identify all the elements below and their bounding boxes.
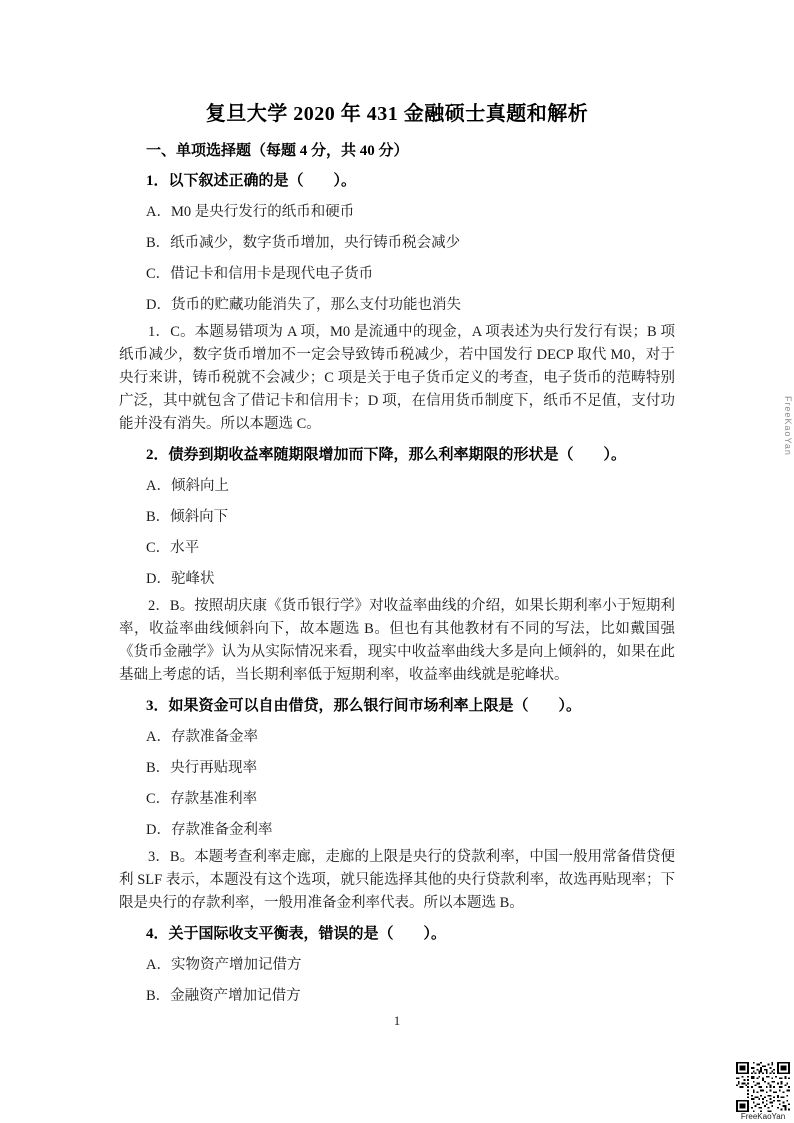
answer-explanation: 3．B。本题考查利率走廊，走廊的上限是央行的贷款利率，中国一般用常备借贷便利 SLF 表示，本题没有这个选项，就只能选择其他的央行贷款利率，故选再贴现率；下限是央行的存款利率，一般用准备金利率代表。所以本题选 B。 — [119, 849, 675, 911]
qr-block — [736, 1062, 790, 1121]
document-content — [119, 0, 675, 1029]
option: C．存款基准利率 — [146, 791, 258, 807]
option: A．实物资产增加记借方 — [146, 957, 302, 973]
answer-explanation: 1．C。本题易错项为 A 项，M0 是流通中的现金，A 项表述为央行发行有误；B 项纸币减少，数字货币增加不一定会导致铸币税减少，若中国发行 DECP 取代 M0，对于央行来讲，铸币税就不会减少；C 项是关于电子货币定义的考查，电子货币的范畴特别广泛，其中就包含了借记卡和信用卡；D 项，在信用货币制度下，纸币不足值，支付功能并没有消失。所以本题选 C。 — [119, 324, 675, 432]
question-stem: 3．如果资金可以自由借贷，那么银行间市场利率上限是（ ）。 — [146, 698, 582, 714]
option: A．M0 是央行发行的纸币和硬币 — [146, 204, 355, 220]
option: D．货币的贮藏功能消失了，那么支付功能也消失 — [146, 297, 461, 313]
question-block-2 — [119, 445, 675, 687]
page-number: 1 — [393, 1013, 401, 1028]
question-stem: 1．以下叙述正确的是（ ）。 — [146, 173, 357, 189]
option: C．水平 — [146, 540, 200, 556]
option: B．金融资产增加记借方 — [146, 988, 301, 1004]
option: B．倾斜向下 — [146, 509, 229, 525]
option: A．存款准备金率 — [146, 729, 258, 745]
option: D．驼峰状 — [146, 571, 215, 587]
option: C．借记卡和信用卡是现代电子货币 — [146, 266, 374, 282]
section-heading: 一、单项选择题（每题 4 分，共 40 分） — [146, 143, 409, 159]
question-block-4 — [119, 924, 675, 1007]
question-block-1 — [119, 171, 675, 436]
option: B．纸币减少，数字货币增加，央行铸币税会减少 — [146, 235, 461, 251]
question-stem: 4．关于国际收支平衡表，错误的是（ ）。 — [146, 926, 447, 942]
option: D．存款准备金利率 — [146, 822, 273, 838]
option: A．倾斜向上 — [146, 478, 229, 494]
answer-explanation: 2．B。按照胡庆康《货币银行学》对收益率曲线的介绍，如果长期利率小于短期利率，收益率曲线倾斜向下，故本题选 B。但也有其他教材有不同的写法，比如戴国强《货币金融学》认为从实际情况来看，现实中收益率曲线大多是向上倾斜的，如果在此基础上考虑的话，当长期利率低于短期利率，收益率曲线就是驼峰状。 — [119, 598, 675, 683]
qr-code-icon — [736, 1062, 790, 1112]
doc-title: 复旦大学 2020 年 431 金融硕士真题和解析 — [205, 103, 589, 125]
vertical-watermark: FreeKaoYan — [783, 396, 793, 456]
option: B．央行再贴现率 — [146, 760, 258, 776]
question-stem: 2．债券到期收益率随期限增加而下降，那么利率期限的形状是（ ）。 — [146, 447, 627, 463]
question-block-3 — [119, 696, 675, 915]
qr-caption: FreeKaoYan — [740, 1112, 786, 1121]
